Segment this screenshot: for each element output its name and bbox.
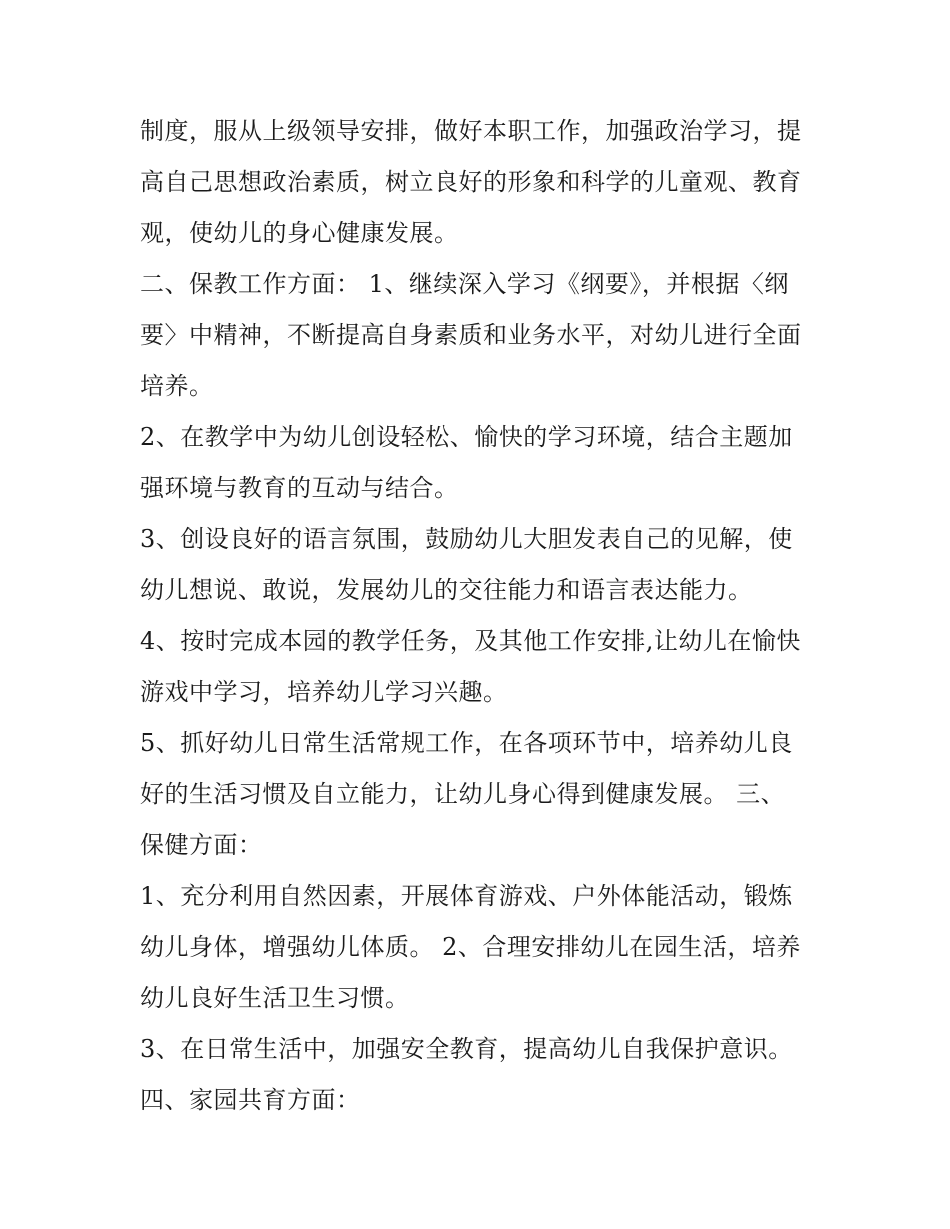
text-line: 高自己思想政治素质，树立良好的形象和科学的儿童观、教育: [140, 168, 802, 196]
text-line: 制度，服从上级领导安排，做好本职工作，加强政治学习，提: [140, 117, 802, 145]
text-line: 2、在教学中为幼儿创设轻松、愉快的学习环境，结合主题加: [140, 423, 793, 451]
text-line: 游戏中学习，培养幼儿学习兴趣。: [140, 678, 508, 706]
text-line: 好的生活习惯及自立能力，让幼儿身心得到健康发展。 三、: [140, 780, 786, 808]
text-line: 幼儿良好生活卫生习惯。: [140, 984, 410, 1012]
text-line: 保健方面：: [140, 831, 263, 859]
text-line: 幼儿想说、敢说，发展幼儿的交往能力和语言表达能力。: [140, 576, 753, 604]
text-line: 二、保教工作方面： 1、继续深入学习《纲要》，并根据〈纲: [140, 270, 789, 298]
text-line: 3、创设良好的语言氛围，鼓励幼儿大胆发表自己的见解，使: [140, 525, 793, 553]
text-line: 观，使幼儿的身心健康发展。: [140, 219, 459, 247]
text-line: 1、充分利用自然因素，开展体育游戏、户外体能活动，锻炼: [140, 882, 793, 910]
text-line: 幼儿身体，增强幼儿体质。 2、合理安排幼儿在园生活，培养: [140, 933, 801, 961]
document-body: [140, 106, 820, 1126]
text-line: 四、家园共育方面：: [140, 1086, 361, 1114]
text-line: 培养。: [140, 372, 214, 400]
text-line: 强环境与教育的互动与结合。: [140, 474, 459, 502]
text-line: 4、按时完成本园的教学任务，及其他工作安排,让幼儿在愉快: [140, 627, 801, 655]
text-line: 要〉中精神，不断提高自身素质和业务水平，对幼儿进行全面: [140, 321, 802, 349]
text-line: 5、抓好幼儿日常生活常规工作，在各项环节中，培养幼儿良: [140, 729, 793, 757]
text-line: 3、在日常生活中，加强安全教育，提高幼儿自我保护意识。: [140, 1035, 793, 1063]
